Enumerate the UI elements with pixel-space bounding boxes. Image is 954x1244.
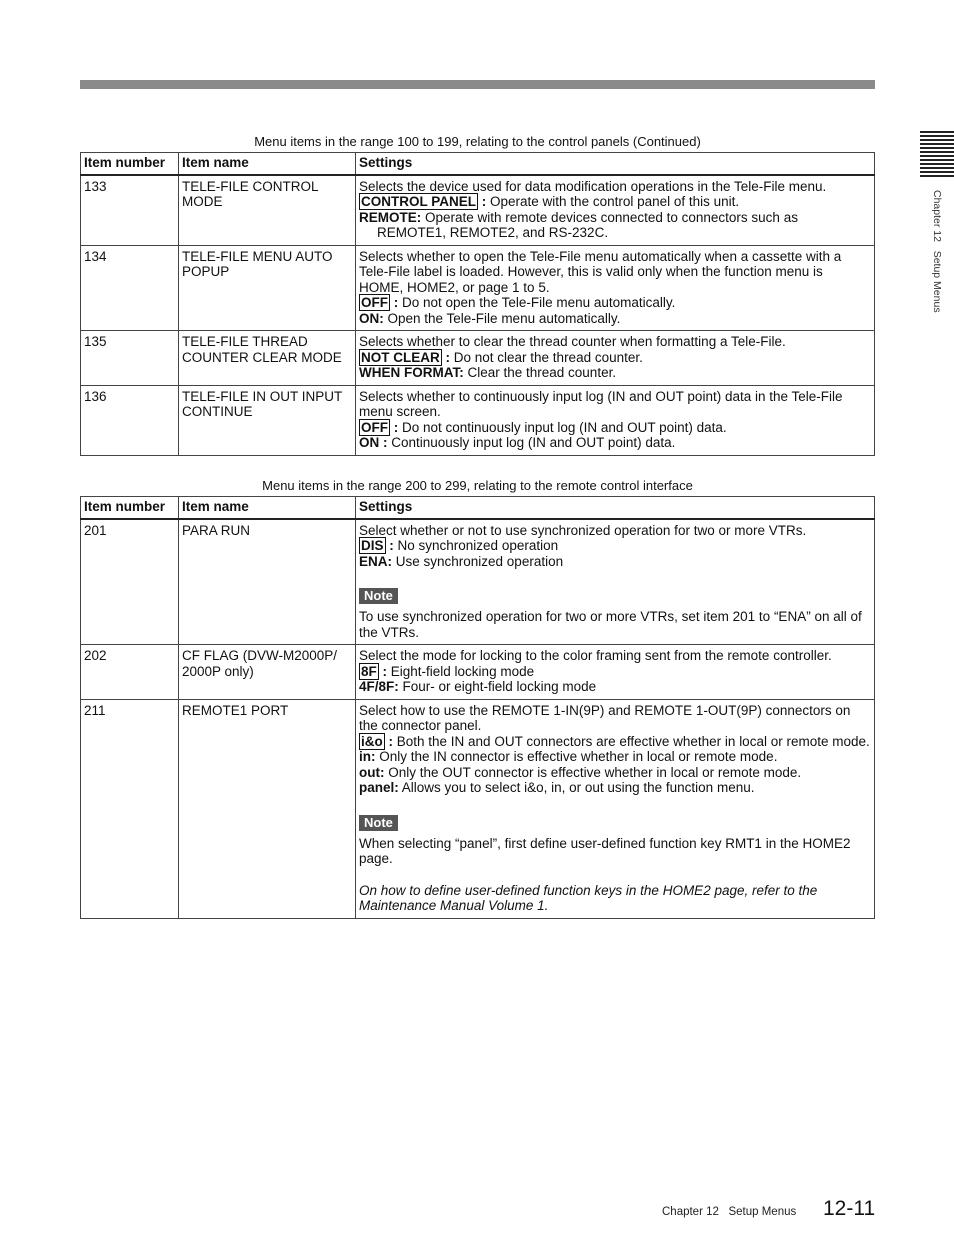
item-number: 136 (81, 385, 179, 455)
item-name: TELE-FILE MENU AUTO POPUP (179, 245, 356, 331)
option-label: 4F/8F: (359, 679, 399, 694)
default-value-label: NOT CLEAR (361, 349, 440, 365)
setting-description: Selects whether to open the Tele-File menu automatically when a cassette with a Tele-File label is loaded. However, this is valid only when the function menu is HOME, HOME2, or page 1 to 5. (359, 248, 842, 295)
option-text: Clear the thread counter. (463, 365, 617, 380)
table2-remote-control-interface (80, 496, 875, 919)
option-text: No synchronized operation (393, 538, 559, 553)
setting-option (359, 350, 870, 366)
default-value-label: OFF (361, 419, 388, 435)
table-header-row (81, 497, 875, 519)
setting-option (359, 194, 870, 210)
table-row (81, 385, 875, 455)
item-settings (356, 385, 875, 455)
option-text: Do not continuously input log (IN and OUT point) data. (398, 419, 727, 435)
item-name: CF FLAG (DVW-M2000P/ 2000P only) (179, 645, 356, 700)
footer-chapter-label: Chapter 12 Setup Menus (662, 1206, 797, 1218)
header-settings: Settings (356, 153, 875, 175)
default-value-label: CONTROL PANEL (361, 194, 477, 209)
option-label: WHEN FORMAT: (359, 365, 464, 380)
setting-option (359, 311, 870, 327)
item-number: 211 (81, 699, 179, 918)
option-text: Only the IN connector is effective whether in local or remote mode. (375, 749, 778, 764)
item-number: 135 (81, 331, 179, 386)
option-text: Continuously input log (IN and OUT point) data. (387, 435, 676, 450)
setting-option (359, 780, 870, 796)
cross-reference-text: On how to define user-defined function keys in the HOME2 page, refer to the Maintenance Manual Volume 1. (359, 882, 818, 913)
chapter-side-tab: Chapter 12 Setup Menus (931, 190, 943, 313)
item-settings (356, 645, 875, 700)
setting-description: Select whether or not to use synchronized operation for two or more VTRs. (359, 522, 807, 538)
default-value-label: DIS (361, 538, 384, 553)
setting-description: Select the mode for locking to the color framing sent from the remote controller. (359, 648, 832, 663)
header-item-name: Item name (179, 497, 356, 519)
default-value-label: OFF (361, 295, 388, 310)
table-header-row (81, 153, 875, 175)
option-label: ON: (359, 310, 384, 326)
option-text: Eight-field locking mode (387, 663, 535, 679)
setting-option (359, 765, 870, 781)
top-rule (80, 80, 875, 89)
option-label: out: (359, 764, 385, 780)
option-separator: : (390, 295, 399, 310)
header-settings: Settings (356, 497, 875, 519)
item-name: PARA RUN (179, 519, 356, 645)
item-settings (356, 175, 875, 246)
option-label: ENA: (359, 553, 392, 569)
item-name: TELE-FILE THREAD COUNTER CLEAR MODE (179, 331, 356, 386)
setting-option (359, 679, 870, 695)
option-separator: : (441, 349, 450, 365)
option-label: panel: (359, 780, 399, 795)
table-row (81, 699, 875, 918)
option-text: Operate with the control panel of this unit. (486, 194, 740, 209)
option-label: in: (359, 749, 376, 764)
table1-control-panels (80, 152, 875, 456)
setting-option (359, 664, 870, 680)
note-badge: Note (359, 588, 398, 604)
setting-option (359, 210, 870, 241)
option-text: Open the Tele-File menu automatically. (383, 310, 621, 326)
header-item-name: Item name (179, 153, 356, 175)
item-number: 133 (81, 175, 179, 246)
header-item-number: Item number (81, 153, 179, 175)
option-separator: : (390, 419, 399, 435)
option-text: Use synchronized operation (392, 553, 564, 569)
option-text: Operate with remote devices connected to connectors such as REMOTE1, REMOTE2, and RS-232C. (377, 209, 798, 240)
setting-option (359, 295, 870, 311)
setting-description: Select how to use the REMOTE 1-IN(9P) and REMOTE 1-OUT(9P) connectors on the connector panel. (359, 702, 851, 733)
setting-option (359, 734, 870, 750)
option-text: Only the OUT connector is effective whether in local or remote mode. (384, 764, 802, 780)
table1-caption: Menu items in the range 100 to 199, relating to the control panels (Continued) (254, 134, 701, 149)
option-label: ON : (359, 435, 388, 450)
table-row (81, 175, 875, 246)
header-item-number: Item number (81, 497, 179, 519)
note-text: When selecting “panel”, first define user-defined function key RMT1 in the HOME2 page. (359, 835, 851, 866)
chapter-index-marks (920, 131, 954, 179)
item-settings (356, 331, 875, 386)
item-settings (356, 245, 875, 331)
setting-description: Selects whether to clear the thread counter when formatting a Tele-File. (359, 334, 786, 349)
item-settings (356, 519, 875, 645)
page-number: 12-11 (823, 1197, 876, 1220)
option-text: Do not clear the thread counter. (450, 349, 643, 365)
table-row (81, 331, 875, 386)
setting-option (359, 365, 870, 381)
note-text: To use synchronized operation for two or more VTRs, set item 201 to “ENA” on all of the VTRs. (359, 609, 862, 640)
setting-option (359, 749, 870, 765)
item-number: 202 (81, 645, 179, 700)
setting-description: Selects the device used for data modification operations in the Tele-File menu. (359, 178, 827, 194)
option-separator: : (478, 194, 487, 209)
item-number: 134 (81, 245, 179, 331)
default-value-label: i&o (361, 733, 383, 749)
item-name: REMOTE1 PORT (179, 699, 356, 918)
option-text: Do not open the Tele-File menu automatically. (398, 295, 676, 310)
setting-option (359, 420, 870, 436)
option-text: Both the IN and OUT connectors are effective whether in local or remote mode. (393, 733, 870, 749)
table-row (81, 245, 875, 331)
default-value-label: 8F (361, 663, 377, 679)
note-badge: Note (359, 815, 398, 831)
option-separator: : (378, 663, 388, 679)
setting-option (359, 435, 870, 451)
option-text: Allows you to select i&o, in, or out using the function menu. (398, 780, 755, 795)
option-text: Four- or eight-field locking mode (398, 679, 597, 694)
item-number: 201 (81, 519, 179, 645)
option-separator: : (384, 733, 393, 749)
table2-caption: Menu items in the range 200 to 299, relating to the remote control interface (262, 478, 693, 493)
setting-option (359, 538, 870, 554)
table-row (81, 645, 875, 700)
item-name: TELE-FILE CONTROL MODE (179, 175, 356, 246)
item-name: TELE-FILE IN OUT INPUT CONTINUE (179, 385, 356, 455)
option-label: REMOTE: (359, 209, 422, 225)
item-settings (356, 699, 875, 918)
table-row (81, 519, 875, 645)
setting-option (359, 554, 870, 570)
option-separator: : (385, 538, 394, 553)
setting-description: Selects whether to continuously input log (IN and OUT point) data in the Tele-File menu screen. (359, 388, 843, 419)
